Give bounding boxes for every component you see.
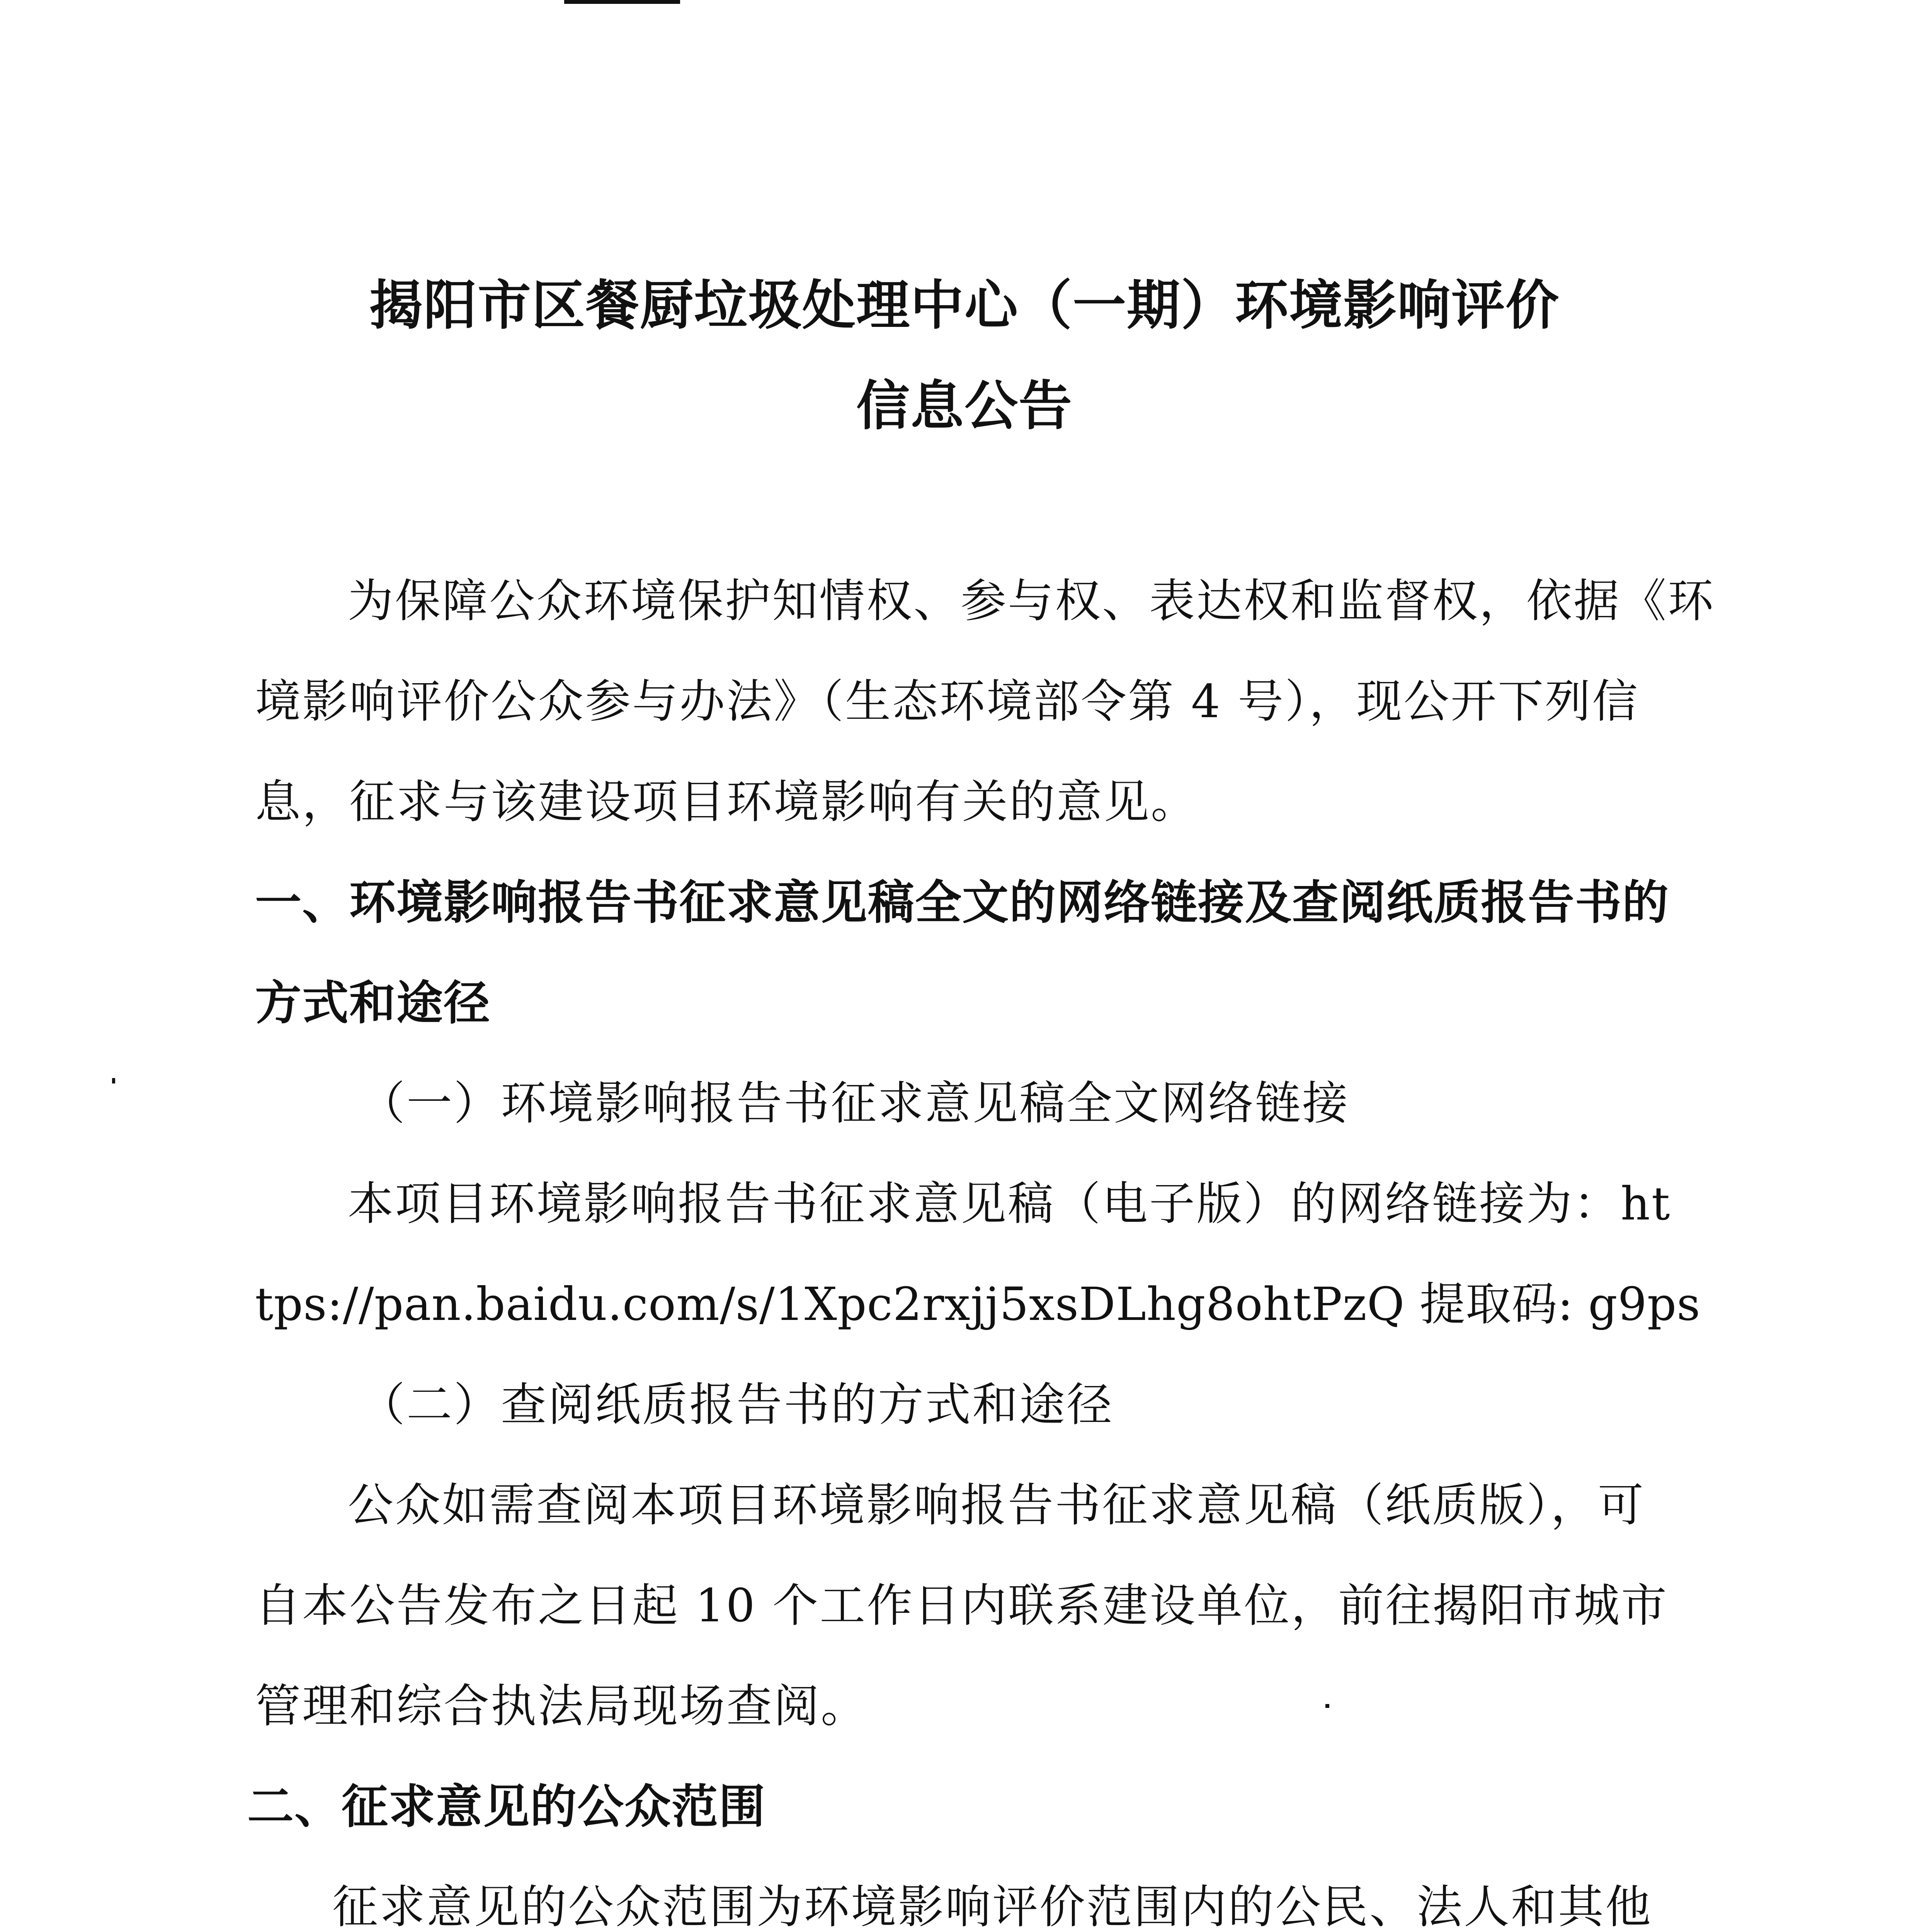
intro-line-2: 境影响评价公众参与办法》（生态环境部令第 4 号），现公开下列信 <box>255 675 1640 728</box>
section-1-sub-1-body-line-1: 本项目环境影响报告书征求意见稿（电子版）的网络链接为：ht <box>348 1177 1672 1230</box>
document-title-line-2: 信息公告 <box>856 375 1073 437</box>
section-1-sub-2-body-line-1: 公众如需查阅本项目环境影响报告书征求意见稿（纸质版），可 <box>348 1478 1645 1532</box>
section-2-heading: 二、征求意见的公众范围 <box>247 1780 766 1834</box>
section-1-sub-1-link-line: tps://pan.baidu.com/s/1Xpc2rxjj5xsDLhg8ohtPzQ 提取码: g9ps <box>255 1277 1701 1331</box>
intro-line-3: 息，征求与该建设项目环境影响有关的意见。 <box>255 775 1198 828</box>
section-1-heading-line-2: 方式和途径 <box>255 976 491 1030</box>
section-1-heading-line-1: 一、环境影响报告书征求意见稿全文的网络链接及查阅纸质报告书的 <box>255 876 1669 930</box>
section-1-sub-2-title: （二）查阅纸质报告书的方式和途径 <box>359 1378 1114 1431</box>
section-1-sub-2-body-line-2: 自本公告发布之日起 10 个工作日内联系建设单位，前往揭阳市城市 <box>255 1579 1669 1632</box>
intro-line-1: 为保障公众环境保护知情权、参与权、表达权和监督权，依据《环 <box>348 574 1715 628</box>
section-1-sub-2-body-line-3: 管理和综合执法局现场查阅。 <box>255 1679 868 1733</box>
document-title-line-1: 揭阳市区餐厨垃圾处理中心（一期）环境影响评价 <box>369 274 1560 337</box>
scan-artifact-right-dot <box>1325 1704 1329 1708</box>
section-2-body-line-1: 征求意见的公众范围为环境影响评价范围内的公民、法人和其他 <box>332 1880 1653 1932</box>
scan-artifact-top <box>564 0 680 4</box>
scan-artifact-left-dot <box>112 1078 115 1083</box>
section-1-sub-1-title: （一）环境影响报告书征求意见稿全文网络链接 <box>359 1077 1350 1130</box>
